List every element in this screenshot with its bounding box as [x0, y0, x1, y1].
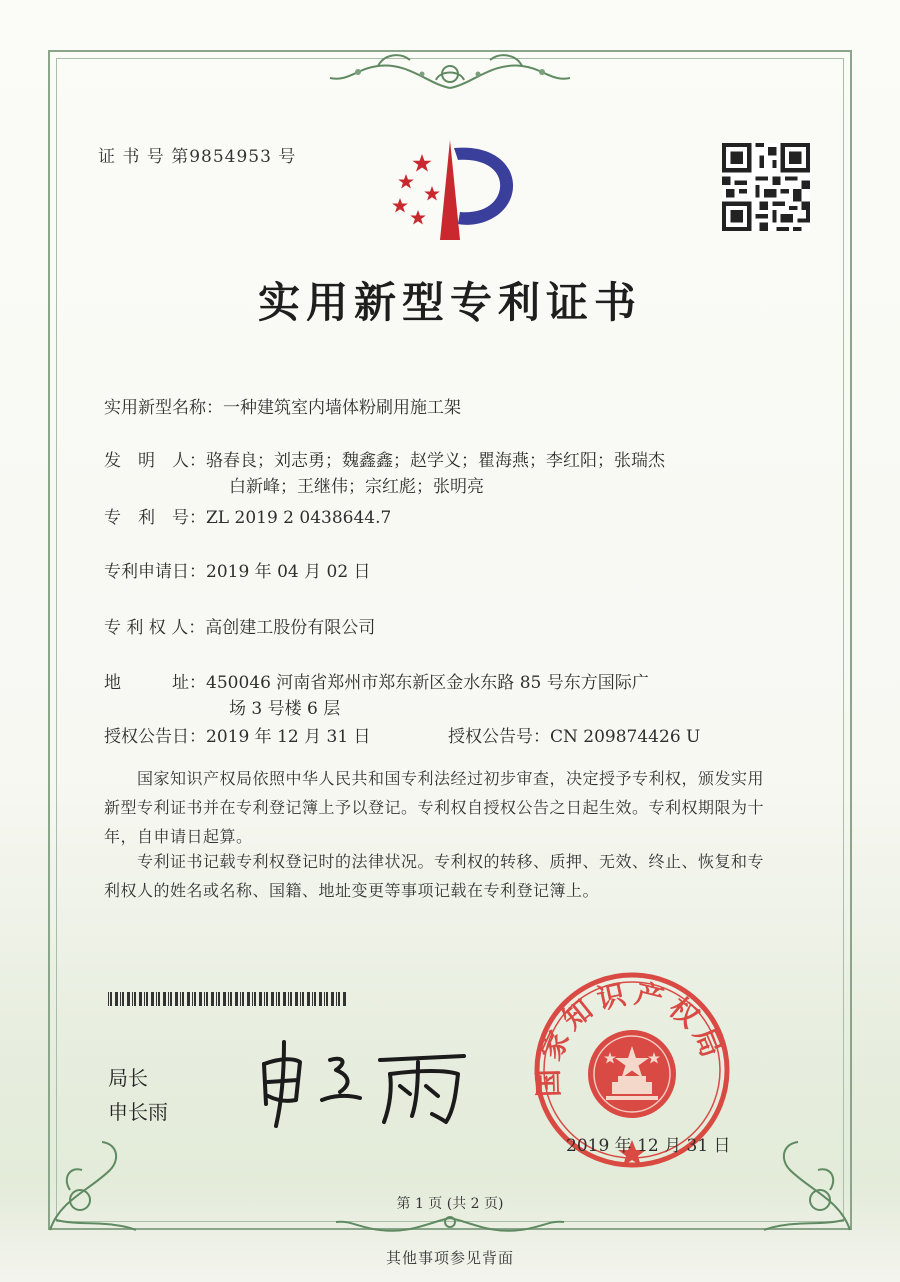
patentee-row — [104, 613, 375, 638]
barcode-bar — [168, 992, 169, 1006]
patent-number-row — [104, 503, 391, 528]
footer-note: 其他事项参见背面 — [385, 1249, 514, 1267]
body-paragraph-1-line3: 年，自申请日起算。 — [104, 827, 253, 846]
barcode-bar — [324, 992, 325, 1006]
filing-date-value: 2019 年 04 月 02 日 — [206, 562, 371, 582]
handwritten-signature — [250, 1030, 480, 1130]
barcode-bar — [266, 992, 268, 1006]
page-indicator: 第 1 页 (共 2 页) — [396, 1196, 504, 1212]
barcode-bar — [295, 992, 298, 1006]
grant-date-value: 2019 年 12 月 31 日 — [206, 727, 371, 747]
barcode-bar — [252, 992, 253, 1006]
body-paragraph-2-line1: 专利证书记载专利权登记时的法律状况。专利权的转移、质押、无效、终止、恢复和专 — [104, 852, 765, 871]
address-row — [104, 668, 649, 693]
barcode-bar — [307, 992, 310, 1006]
barcode-bar — [230, 992, 232, 1006]
body-paragraph-1-line1: 国家知识产权局依照中华人民共和国专利法经过初步审查，决定授予专利权，颁发实用 — [104, 769, 765, 788]
barcode-bar — [192, 992, 193, 1006]
top-ornament — [318, 44, 582, 96]
barcode-bar — [343, 992, 346, 1006]
barcode-bar — [216, 992, 217, 1006]
cnipa-logo — [378, 130, 528, 242]
barcode-bar — [336, 992, 337, 1006]
barcode-bar — [115, 992, 118, 1006]
barcode-bar — [110, 992, 112, 1006]
bottom-ornament — [330, 1212, 570, 1238]
barcode-bar — [175, 992, 178, 1006]
grant-number-value: CN 209874426 U — [550, 727, 701, 747]
barcode-bar — [134, 992, 136, 1006]
address-label: 地 址： — [104, 673, 206, 693]
certificate-title: 实用新型专利证书 — [257, 278, 642, 327]
barcode-bar — [170, 992, 172, 1006]
utility-model-name-row — [104, 393, 461, 418]
inventor-row — [104, 446, 665, 471]
barcode-bar — [139, 992, 142, 1006]
grant-date-row — [104, 722, 371, 747]
barcode-bar — [146, 992, 148, 1006]
barcode-bar — [240, 992, 241, 1006]
barcode-bar — [314, 992, 316, 1006]
corner-ornament-left — [40, 1130, 150, 1240]
barcode-bar — [302, 992, 304, 1006]
patentee-value: 高创建工股份有限公司 — [205, 618, 376, 638]
barcode-bar — [290, 992, 292, 1006]
inventor-value-line2: 白新峰；王继伟；宗红彪；张明亮 — [229, 477, 484, 497]
barcode-bar — [242, 992, 244, 1006]
barcode-bar — [259, 992, 262, 1006]
barcode-bar — [288, 992, 289, 1006]
barcode-bar — [326, 992, 328, 1006]
certificate-number: 证 书 号 第9854953 号 — [98, 147, 297, 167]
barcode-bar — [264, 992, 265, 1006]
barcode-bar — [278, 992, 280, 1006]
barcode-bar — [182, 992, 184, 1006]
barcode-bar — [276, 992, 277, 1006]
barcode-bar — [338, 992, 340, 1006]
barcode-bar — [283, 992, 286, 1006]
seal-date: 2019 年 12 月 31 日 — [566, 1136, 731, 1156]
patent-number-value: ZL 2019 2 0438644.7 — [206, 508, 392, 528]
barcode-bar — [158, 992, 160, 1006]
director-title: 局长 — [108, 1066, 148, 1090]
barcode-bar — [132, 992, 133, 1006]
barcode-bar — [271, 992, 274, 1006]
barcode-bar — [312, 992, 313, 1006]
barcode-bar — [254, 992, 256, 1006]
barcode-bar — [187, 992, 190, 1006]
corner-ornament-right — [750, 1130, 860, 1240]
inventor-value-line1: 骆春良；刘志勇；魏鑫鑫；赵学义；瞿海燕；李红阳；张瑞杰 — [206, 451, 665, 471]
filing-date-row — [104, 557, 371, 582]
barcode-bar — [144, 992, 145, 1006]
address-value-line2: 场 3 号楼 6 层 — [229, 699, 341, 719]
utility-model-name-value: 一种建筑室内墙体粉刷用施工架 — [223, 398, 461, 418]
barcode-bar — [300, 992, 301, 1006]
barcode-bar — [206, 992, 208, 1006]
barcode-bar — [199, 992, 202, 1006]
barcode-bar — [122, 992, 124, 1006]
barcode-bar — [331, 992, 334, 1006]
barcode-bar — [211, 992, 214, 1006]
filing-date-label: 专利申请日： — [104, 562, 206, 582]
address-value-line1: 450046 河南省郑州市郑东新区金水东路 85 号东方国际广 — [206, 673, 649, 693]
barcode-bar — [156, 992, 157, 1006]
seal-text: 国家知识产权局 — [532, 976, 731, 1098]
barcode-bar — [127, 992, 130, 1006]
inventor-label: 发 明 人： — [104, 451, 206, 471]
barcode-bar — [120, 992, 121, 1006]
barcode — [108, 992, 348, 1006]
barcode-bar — [247, 992, 250, 1006]
grant-number-label: 授权公告号： — [448, 727, 550, 747]
body-paragraph-1-line2: 新型专利证书并在专利登记簿上予以登记。专利权自授权公告之日起生效。专利权期限为十 — [104, 798, 765, 817]
patentee-label: 专 利 权 人： — [104, 618, 206, 638]
patent-number-label: 专 利 号： — [104, 508, 206, 528]
barcode-bar — [151, 992, 154, 1006]
barcode-bar — [194, 992, 196, 1006]
barcode-bar — [218, 992, 220, 1006]
barcode-bar — [223, 992, 226, 1006]
barcode-bar — [108, 992, 109, 1006]
barcode-bar — [319, 992, 322, 1006]
utility-model-name-label: 实用新型名称： — [104, 398, 223, 418]
qr-code — [722, 143, 810, 231]
barcode-bar — [228, 992, 229, 1006]
body-paragraph-2 — [104, 847, 804, 905]
barcode-bar — [204, 992, 205, 1006]
body-paragraph-1 — [104, 764, 804, 851]
body-paragraph-2-line2: 利权人的姓名或名称、国籍、地址变更等事项记载在专利登记簿上。 — [104, 881, 600, 900]
barcode-bar — [235, 992, 238, 1006]
grant-number-row — [448, 722, 700, 747]
barcode-bar — [180, 992, 181, 1006]
barcode-bar — [163, 992, 166, 1006]
director-name: 申长雨 — [108, 1100, 168, 1124]
grant-date-label: 授权公告日： — [104, 727, 206, 747]
